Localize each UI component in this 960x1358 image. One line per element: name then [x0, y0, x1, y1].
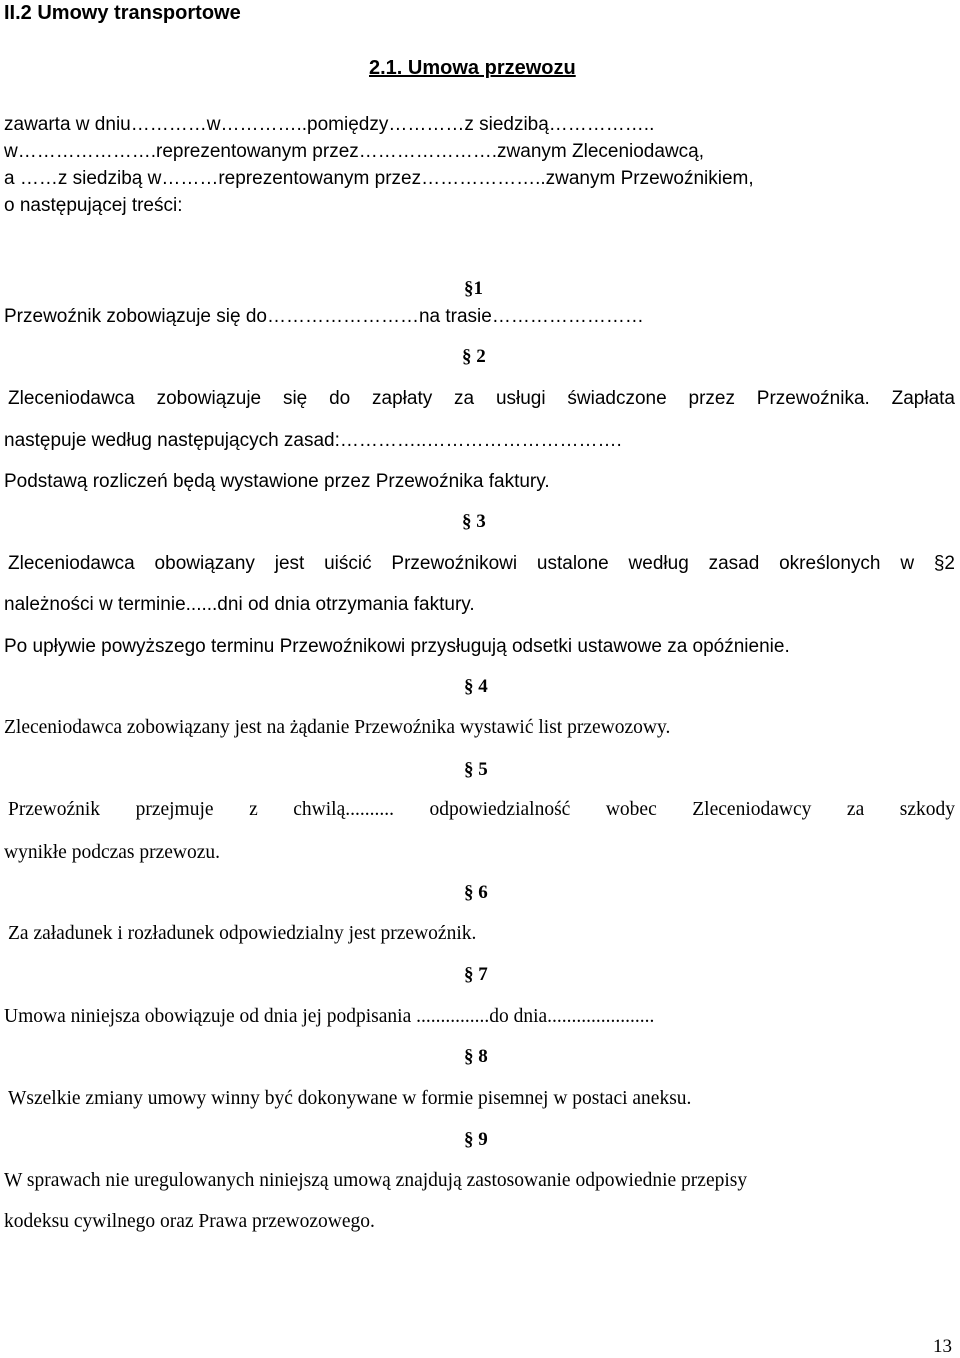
section-7-heading: § 7	[464, 964, 488, 985]
section-6-heading: § 6	[464, 882, 488, 903]
intro-line-3: a ……z siedzibą w………reprezentowanym przez………………..zwanym Przewoźnikiem,	[4, 168, 754, 189]
intro-line-2: w………………….reprezentowanym przez………………….zwanym Zleceniodawcą,	[4, 141, 705, 162]
section-2-line-2: następuje według następujących zasad:…………..………………………….	[4, 430, 622, 451]
section-2-heading: § 2	[462, 346, 486, 367]
section-8-line-1: Wszelkie zmiany umowy winny być dokonywane w formie pisemnej w postaci aneksu.	[8, 1088, 692, 1109]
section-9-line-1: W sprawach nie uregulowanych niniejszą umową znajdują zastosowanie odpowiednie przepisy	[4, 1170, 748, 1191]
section-7-line-1: Umowa niniejsza obowiązuje od dnia jej podpisania ...............do dnia......................	[4, 1006, 655, 1027]
section-4-line-1: Zleceniodawca zobowiązany jest na żądanie Przewoźnika wystawić list przewozowy.	[4, 717, 671, 738]
section-1-line-1: Przewoźnik zobowiązuje się do……………………na trasie……………………	[4, 306, 644, 327]
intro-line-4: o następującej treści:	[4, 195, 183, 216]
page-number: 13	[933, 1336, 952, 1357]
section-3-line-3: Po upływie powyższego terminu Przewoźnikowi przysługują odsetki ustawowe za opóźnienie.	[4, 636, 790, 657]
section-9-heading: § 9	[464, 1129, 488, 1150]
section-9-line-2: kodeksu cywilnego oraz Prawa przewozowego.	[4, 1211, 375, 1232]
section-6-line-1: Za załadunek i rozładunek odpowiedzialny jest przewoźnik.	[8, 923, 477, 944]
section-3-line-1: Zleceniodawca obowiązany jest uiścić Przewoźnikowi ustalone według zasad określonych w §2	[8, 553, 955, 574]
section-3-line-2: należności w terminie......dni od dnia otrzymania faktury.	[4, 594, 475, 615]
section-5-heading: § 5	[464, 759, 488, 780]
section-2-line-3: Podstawą rozliczeń będą wystawione przez Przewoźnika faktury.	[4, 471, 550, 492]
section-title: 2.1. Umowa przewozu	[369, 57, 576, 79]
section-2-line-1: Zleceniodawca zobowiązuje się do zapłaty za usługi świadczone przez Przewoźnika. Zapłata	[8, 388, 955, 409]
chapter-title: II.2 Umowy transportowe	[4, 2, 241, 24]
section-5-line-1: Przewoźnik przejmuje z chwilą.......... odpowiedzialność wobec Zleceniodawcy za szkody	[8, 799, 955, 820]
section-1-heading: §1	[464, 278, 483, 299]
section-4-heading: § 4	[464, 676, 488, 697]
section-8-heading: § 8	[464, 1046, 488, 1067]
intro-line-1: zawarta w dniu…………w…………..pomiędzy…………z siedzibą……………..	[4, 114, 655, 135]
section-5-line-2: wynikłe podczas przewozu.	[4, 842, 221, 863]
section-3-heading: § 3	[462, 511, 486, 532]
